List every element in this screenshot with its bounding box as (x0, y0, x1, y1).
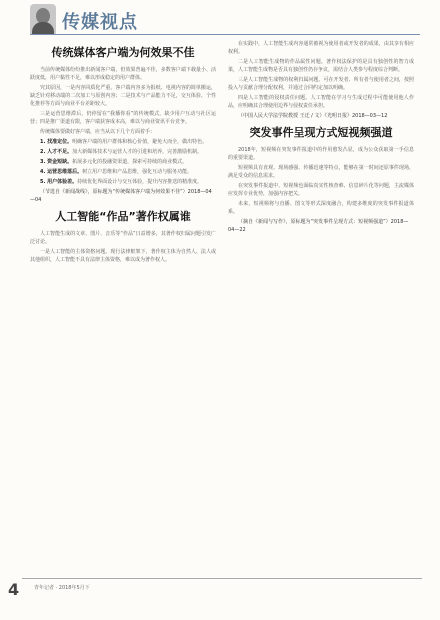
article-title: 传统媒体客户端为何效果不佳 (51, 46, 195, 59)
source-citation: （摘自《新闻与写作》，原标题为“突发事件呈现方式：短视频强道”）2018—04—22 (228, 219, 409, 233)
paragraph: 究其原因，一是内容同质化严重，客户端内容多为报纸、电视内容的简单搬运，缺乏针对移动端的二次加工与原创内容；二是技术与产品能力不足，交互体验、个性化推荐等方面与商业平台差距较大。 (30, 85, 216, 107)
paragraph: 二是人工智能生成物的作品属性问题。著作权法保护的是具有独创性的智力成果，人工智能生成物是否具有独创性仍存争议，需结合人类参与程度综合判断。 (228, 59, 414, 73)
paragraph: 人工智能生成的文章、图片、音乐等“作品”日益增多，其著作权归属问题引发广泛讨论。 (30, 231, 216, 245)
paragraph: 当前传统媒体纷纷推出新闻客户端，但效果普遍不佳，多数客户端下载量小、活跃度低，用户黏性不足，难以形成稳定的用户群体。 (30, 67, 216, 81)
page-header (0, 0, 440, 40)
list-item-lead: 3. 资金短缺。 (40, 159, 73, 165)
paragraph: 四是人工智能的侵权责任问题。人工智能在学习与生成过程中可能使用他人作品，应明确其合理使用边界与侵权责任承担。 (228, 95, 414, 109)
list-item-text: 加大新媒体技术与运营人才的引进和培养，完善激励机制。 (72, 149, 203, 155)
paragraph: 2018年，短视频在突发事件报道中的作用愈发凸显，成为公众获取第一手信息的重要渠道。 (228, 147, 414, 161)
header-rule (30, 34, 420, 35)
paragraph: 未来，短视频将与直播、图文等形式深度融合，构建多维度的突发事件报道体系。 (228, 201, 414, 215)
footer-rule (22, 578, 422, 579)
left-column (30, 40, 216, 266)
list-item-text: 树立用户思维和产品思维，强化互动与服务功能。 (82, 169, 193, 175)
paragraph: 在突发事件报道中，短视频也面临真实性核查难、信息碎片化等问题，主流媒体应发挥专业优势，加强内容把关。 (228, 183, 414, 197)
list-item (30, 178, 216, 186)
right-column (228, 40, 414, 240)
page-footer (0, 578, 440, 620)
paragraph: 三是人工智能生成物的权利归属问题。可在开发者、所有者与使用者之间，按照投入与贡献合理分配权利，并通过合同约定加以明确。 (228, 77, 414, 91)
publication-info: 青年记者 · 2018年5月下 (34, 585, 90, 591)
paragraph: 一是人工智能的主体资格问题。现行法律框架下，著作权主体为自然人、法人或其他组织，人工智能不具有法律主体资格，难以成为著作权人。 (30, 249, 216, 263)
paragraph: 短视频具有直观、现场感强、传播迅速等特点，能够在第一时间还原事件现场，满足受众的信息需求。 (228, 165, 414, 179)
list-item (30, 138, 216, 146)
article-title: 突发事件呈现方式短视频强道 (249, 126, 393, 139)
source-citation: （节选自《新闻战线》，原标题为“传统媒体客户端为何效果不佳”）2018—04—04 (30, 189, 212, 203)
paragraph: 传统媒体要做好客户端，应当从以下几个方面着手： (40, 129, 156, 135)
source-citation: （中国人民大学法学院教授 王迁 / 文）《光明日报》2018—03—12 (238, 113, 388, 119)
paragraph: 三是运营思维滞后，仍停留在“我播你看”的传统模式，缺少用户互动与社区运营；四是推广渠道有限，客户端获客成本高，难以与商业资讯平台竞争。 (30, 111, 216, 125)
list-item (30, 148, 216, 156)
article-title: 人工智能“作品”著作权属谁 (55, 210, 191, 223)
list-item (30, 168, 216, 176)
section-title: 传媒视点 (62, 12, 138, 33)
list-item-lead: 4. 运营思维落后。 (40, 169, 83, 175)
paragraph: 在实践中，人工智能生成内容通常被视为使用者或开发者的成果，由其享有相应权利。 (228, 41, 414, 55)
section-avatar-icon (30, 4, 56, 34)
list-item-text: 持续优化界面设计与交互体验，提升内容推送的精准度。 (77, 179, 203, 185)
list-item-lead: 1. 找准定位。 (40, 139, 73, 145)
page-number: 4 (8, 580, 20, 599)
list-item-text: 拓展多元化的投融资渠道，探索可持续的商业模式。 (72, 159, 188, 165)
list-item-lead: 2. 人才不足。 (40, 149, 73, 155)
list-item-lead: 5. 用户体验差。 (40, 179, 78, 185)
list-item-text: 明确客户端的用户群体和核心价值，避免大而全，做出特色。 (72, 139, 208, 145)
list-item (30, 158, 216, 166)
